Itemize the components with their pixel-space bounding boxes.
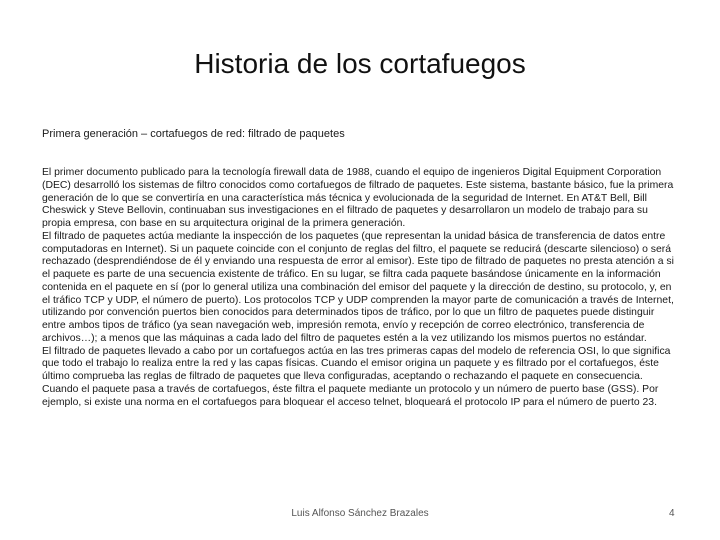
footer-author: Luis Alfonso Sánchez Brazales bbox=[291, 508, 429, 519]
paragraph: El filtrado de paquetes llevado a cabo por un cortafuegos actúa en las tres primeras capas del modelo de referencia OSI, lo que significa que todo el trabajo lo realiza entre la red y las capas físicas. Cuando el emisor origina un paquete y es filtrado por el cortafuegos, éste último comprueba las reglas de filtrado de paquetes que lleva configuradas, aceptando o rechazando el paquete en consecuencia. Cuando el paquete pasa a través de cortafuegos, éste filtra el paquete mediante un protocolo y un número de puerto base (GSS). Por ejemplo, si existe una norma en el cortafuegos para bloquear el acceso telnet, bloqueará el protocolo IP para el número de puerto 23. bbox=[42, 345, 671, 408]
slide-title: Historia de los cortafuegos bbox=[194, 48, 526, 79]
page-number: 4 bbox=[669, 508, 675, 519]
paragraph: El primer documento publicado para la tecnología firewall data de 1988, cuando el equipo de ingenieros Digital Equipment Corporation (DEC) desarrolló los sistemas de filtro conocidos como cortafuegos de filtrado de paquetes. Este sistema, bastante básico, fue la primera generación de lo que se convertiría en una característica más técnica y evolucionada de la seguridad de Internet. En AT&T Bell, Bill Cheswick y Steve Bellovin, continuaban sus investigaciones en el filtrado de paquetes y desarrollaron un modelo de trabajo para su propia empresa, con base en su arquitectura original de la primera generación. bbox=[42, 167, 674, 229]
body-text bbox=[42, 167, 674, 409]
section-subtitle: Primera generación – cortafuegos de red: filtrado de paquetes bbox=[42, 128, 345, 140]
paragraph: El filtrado de paquetes actúa mediante la inspección de los paquetes (que representan la unidad básica de transferencia de datos entre computadoras en Internet). Si un paquete coincide con el conjunto de reglas del filtro, el paquete se reducirá (descarte silencioso) o será rechazado (desprendiéndose de él y enviando una respuesta de error al emisor). Este tipo de filtrado de paquetes no presta atención a si el paquete es parte de una secuencia existente de tráfico. En su lugar, se filtra cada paquete basándose únicamente en la información contenida en el paquete en sí (por lo general utiliza una combinación del emisor del paquete y la dirección de destino, su protocolo, y, en el tráfico TCP y UDP, el número de puerto). Los protocolos TCP y UDP comprenden la mayor parte de comunicación a través de Internet, utilizando por convención puertos bien conocidos para determinados tipos de tráfico, por lo que un filtro de paquetes puede distinguir entre ambos tipos de tráfico (ya sean navegación web, impresión remota, envío y recepción de correo electrónico, transferencia de archivos…); a menos que las máquinas a cada lado del filtro de paquetes estén a la vez utilizando los mismos puertos no estándar. bbox=[42, 230, 674, 344]
